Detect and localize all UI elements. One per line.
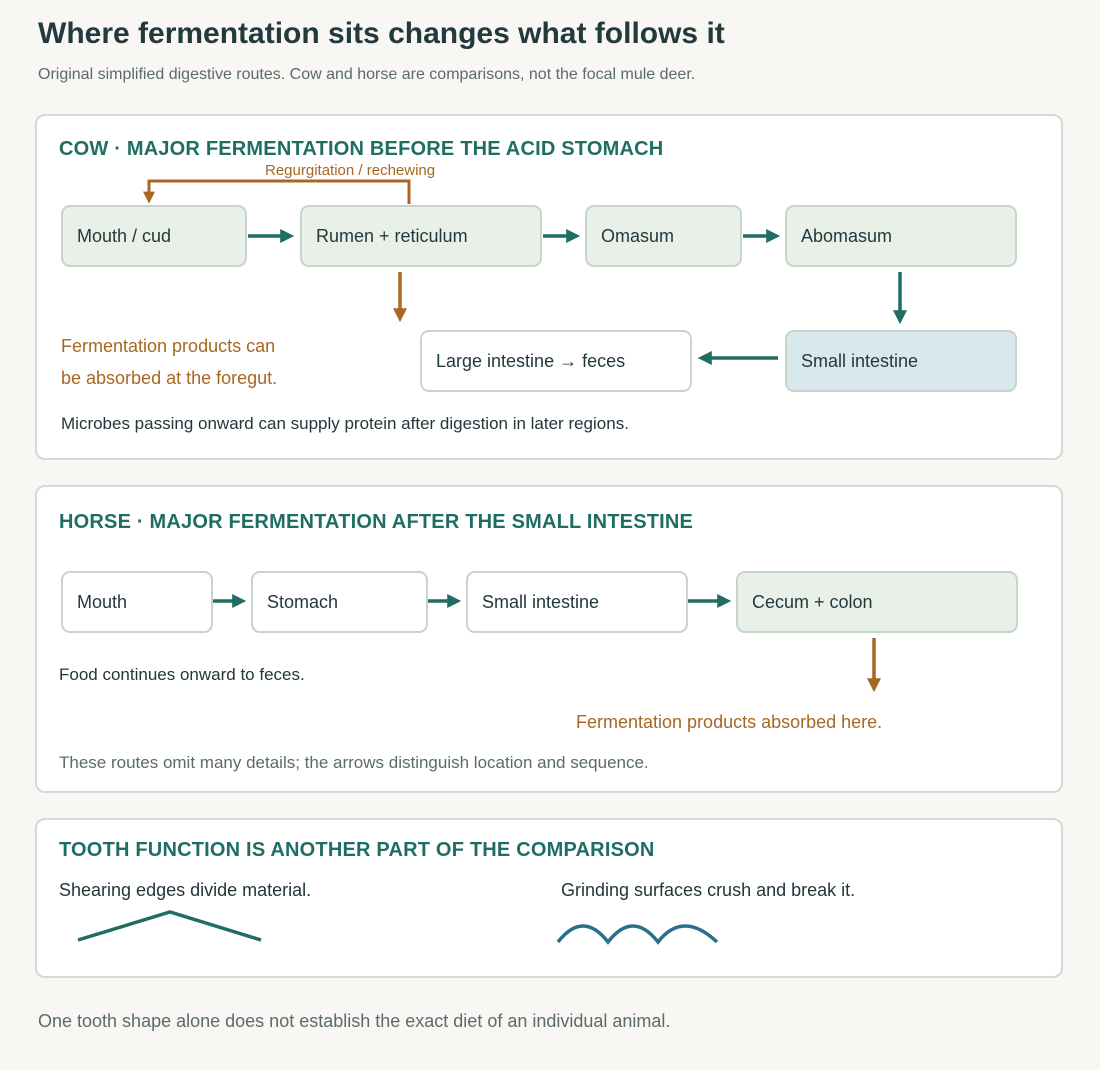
cow-footnote: Microbes passing onward can supply protein after digestion in later regions.: [61, 414, 629, 433]
foregut-absorption-note-line2: be absorbed at the foregut.: [61, 368, 278, 388]
horse-footnote: These routes omit many details; the arrows distinguish location and sequence.: [59, 753, 649, 772]
grinding-surface-icon: [558, 926, 717, 942]
horse-heading: HORSE · MAJOR FERMENTATION AFTER THE SMALL INTESTINE: [59, 511, 694, 533]
horse-continue-note: Food continues onward to feces.: [59, 665, 305, 684]
regurgitation-loop-arrow: [149, 181, 409, 204]
page-title: Where fermentation sits changes what follows it: [38, 17, 725, 50]
node-horse-small-intestine: Small intestine: [466, 571, 688, 633]
node-abomasum: Abomasum: [785, 205, 1017, 267]
hindgut-absorption-note: Fermentation products absorbed here.: [576, 712, 883, 732]
page-subtitle: Original simplified digestive routes. Cow and horse are comparisons, not the focal mule deer.: [38, 66, 696, 83]
regurgitation-label: Regurgitation / rechewing: [265, 162, 436, 179]
node-cecum-colon: Cecum + colon: [736, 571, 1018, 633]
cow-heading: COW · MAJOR FERMENTATION BEFORE THE ACID STOMACH: [59, 138, 664, 160]
shearing-label: Shearing edges divide material.: [59, 880, 312, 900]
node-rumen-reticulum: Rumen + reticulum: [300, 205, 542, 267]
node-mouth-cud: Mouth / cud: [61, 205, 247, 267]
node-omasum: Omasum: [585, 205, 742, 267]
foregut-absorption-note-line1: Fermentation products can: [61, 336, 276, 356]
node-horse-mouth: Mouth: [61, 571, 213, 633]
page-footer: One tooth shape alone does not establish the exact diet of an individual animal.: [38, 1011, 671, 1031]
teeth-heading: TOOTH FUNCTION IS ANOTHER PART OF THE COMPARISON: [59, 839, 655, 861]
grinding-label: Grinding surfaces crush and break it.: [561, 880, 856, 900]
shearing-edge-icon: [78, 912, 261, 940]
node-small-intestine: Small intestine: [785, 330, 1017, 392]
node-large-intestine: Large intestine → feces: [420, 330, 692, 392]
node-horse-stomach: Stomach: [251, 571, 428, 633]
